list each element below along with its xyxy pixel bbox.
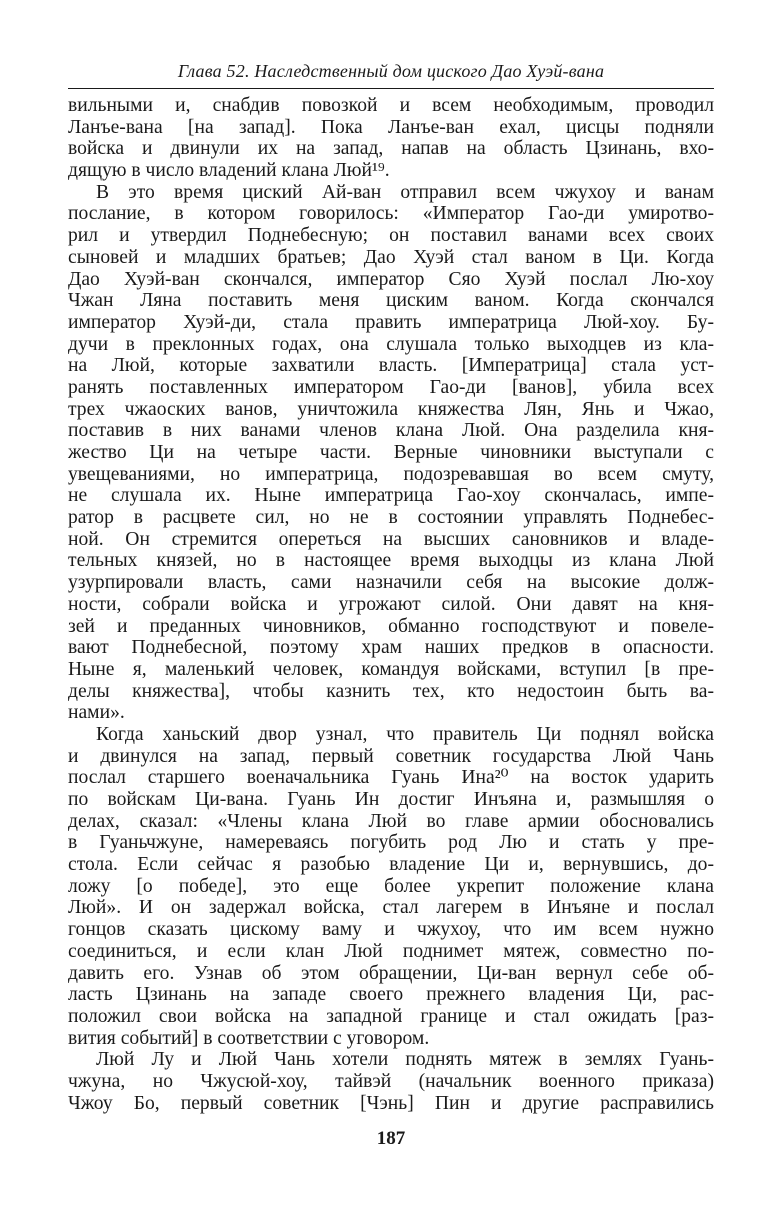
text-line: ной. Он стремится опереться на высших сановников и владе- [68, 528, 714, 550]
text-line: делы княжества], чтобы казнить тех, кто недостоин быть ва- [68, 680, 714, 702]
text-line: ласть Цзинань на западе своего прежнего владения Ци, рас- [68, 984, 714, 1006]
text-line: дучи в преклонных годах, она слушала только выходцев из кла- [68, 333, 714, 355]
text-line: Чжан Ляна поставить меня циским ваном. Когда скончался [68, 290, 714, 312]
text-line: ности, собрали войска и угрожают силой. Они давят на кня- [68, 593, 714, 615]
text-line: узурпировали власть, сами назначили себя на высокие долж- [68, 572, 714, 594]
text-line: тельных князей, но в настоящее время выходцы из клана Люй [68, 550, 714, 572]
text-line: Чжоу Бо, первый советник [Чэнь] Пин и другие расправились [68, 1092, 714, 1114]
header-rule [68, 88, 714, 89]
text-line: Дао Хуэй-ван скончался, император Сяо Хуэй послал Лю-хоу [68, 268, 714, 290]
text-line: стола. Если сейчас я разобью владение Ци и, вернувшись, до- [68, 854, 714, 876]
text-line: послание, в котором говорилось: «Император Гао-ди умиротво- [68, 203, 714, 225]
text-line: чжуна, но Чжусюй-хоу, тайвэй (начальник военного приказа) [68, 1070, 714, 1092]
text-line: жество Ци на четыре части. Верные чиновники выступали с [68, 442, 714, 463]
text-line: не слушала их. Ныне императрица Гао-хоу скончалась, импе- [68, 485, 714, 507]
page-number: 187 [376, 1128, 406, 1149]
text-line: сыновей и младших братьев; Дао Хуэй стал ваном в Ци. Когда [68, 246, 714, 268]
text-line: вития событий] в соответствии с уговором. [68, 1027, 430, 1049]
text-line: зей и преданных чиновников, обманно господствуют и повеле- [68, 615, 714, 637]
text-line: император Хуэй-ди, стала править императрица Люй-хоу. Бу- [68, 311, 714, 333]
text-line: нами». [68, 702, 125, 724]
text-line: ранять поставленных императором Гао-ди [ванов], убила всех [68, 376, 714, 398]
text-line: Ланъе-вана [на запад]. Пока Ланъе-ван ехал, цисцы подняли [68, 116, 714, 138]
text-line: ратор в расцвете сил, но не в состоянии управлять Поднебес- [68, 507, 714, 529]
text-line: Ныне я, маленький человек, командуя войсками, вступил [в пре- [68, 658, 714, 680]
text-line: послал старшего военачальника Гуань Ина²⁰ на восток ударить [68, 767, 714, 789]
text-line: на Люй, которые захватили власть. [Императрица] стала уст- [68, 355, 714, 377]
text-line: положил свои войска на западной границе и стал ожидать [раз- [68, 1005, 714, 1027]
text-line: Люй». И он задержал войска, стал лагерем в Инъяне и послал [68, 897, 714, 919]
text-line: вильными и, снабдив повозкой и всем необходимым, проводил [68, 95, 714, 116]
text-line: поставив в них ванами членов клана Люй. Она разделила кня- [68, 420, 714, 442]
text-line: по войскам Ци-вана. Гуань Ин достиг Инъяна и, размышляя о [68, 789, 714, 810]
text-line: трех чжаоских ванов, уничтожила княжества Лян, Янь и Чжао, [68, 398, 714, 420]
body-text [68, 95, 714, 1114]
text-line: ложу [о победе], это еще более укрепит положение клана [68, 875, 714, 897]
text-line: дящую в число владений клана Люй¹⁹. [68, 160, 390, 182]
text-line: делах, сказал: «Члены клана Люй во главе армии обосновались [68, 810, 714, 832]
text-line: Когда ханьский двор узнал, что правитель Ци поднял войска [96, 723, 714, 745]
text-line: рил и утвердил Поднебесную; он поставил ванами всех своих [68, 225, 714, 247]
text-line: Люй Лу и Люй Чань хотели поднять мятеж в землях Гуань- [96, 1049, 714, 1071]
text-line: гонцов сказать цискому ваму и чжухоу, что им всем нужно [68, 919, 714, 941]
text-line: В это время циский Ай-ван отправил всем чжухоу и ванам [96, 181, 714, 203]
text-line: в Гуаньчжуне, намереваясь погубить род Лю и стать у пре- [68, 832, 714, 854]
text-line: войска и двинули их на запад, напав на область Цзинань, вхо- [68, 138, 714, 160]
text-line: вают Поднебесной, поэтому храм наших предков в опасности. [68, 637, 714, 659]
text-line: соединиться, и если клан Люй поднимет мятеж, совместно по- [68, 940, 714, 962]
running-title: Глава 52. Наследственный дом циского Дао Хуэй-вана [177, 61, 605, 81]
text-line: давить его. Узнав об этом обращении, Ци-ван вернул себе об- [68, 962, 714, 984]
text-line: и двинулся на запад, первый советник государства Люй Чань [68, 745, 714, 767]
text-line: увещеваниями, но императрица, подозревавшая во всем смуту, [68, 463, 714, 485]
